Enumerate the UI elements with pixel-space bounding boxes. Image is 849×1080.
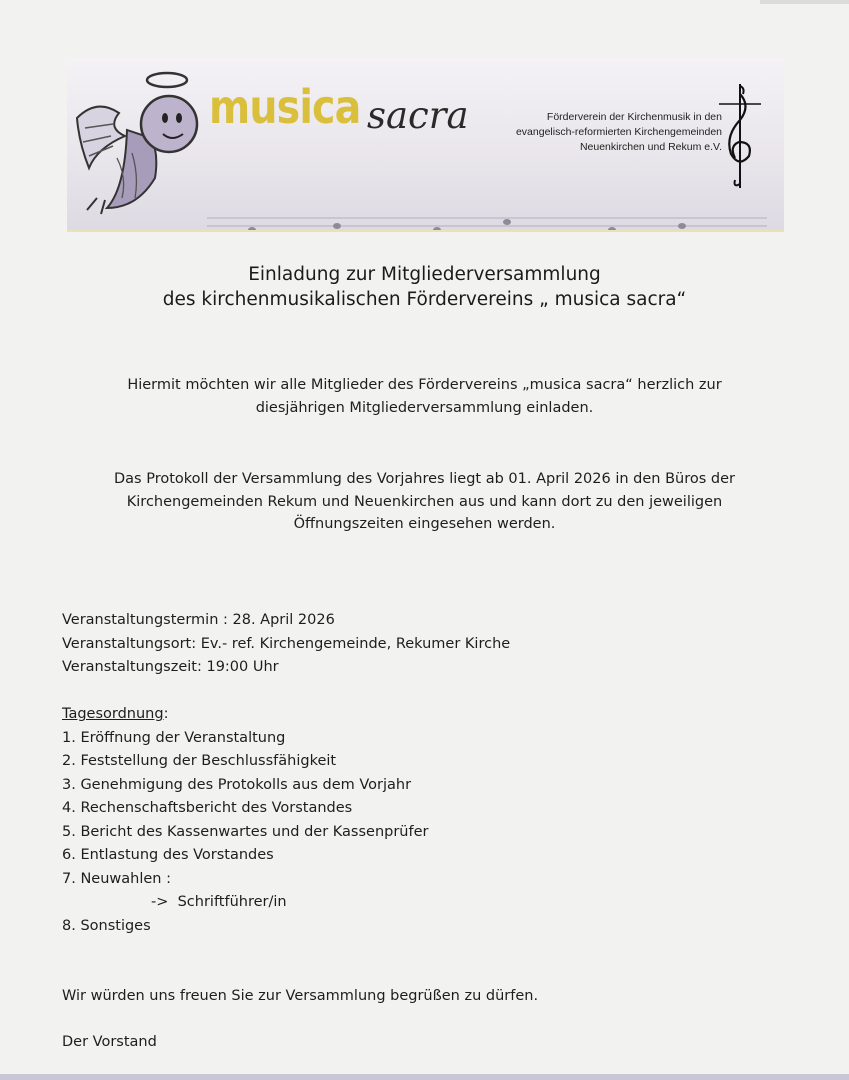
closing-sentence: Wir würden uns freuen Sie zur Versammlung begrüßen zu dürfen. — [62, 988, 539, 1004]
intro-paragraph — [0, 374, 849, 419]
intro-line: Hiermit möchten wir alle Mitglieder des Fördervereins „musica sacra“ herzlich zur — [127, 377, 722, 393]
invitation-title — [0, 262, 849, 312]
treble-clef-icon — [717, 76, 763, 196]
music-staff-decoration — [207, 208, 767, 232]
agenda — [62, 703, 802, 938]
signature: Der Vorstand — [62, 1034, 157, 1050]
title-line: des kirchenmusikalischen Fördervereins „ musica sacra“ — [162, 289, 687, 310]
protocol-line: Kirchengemeinden Rekum und Neuenkirchen aus und kann dort zu den jeweiligen — [126, 493, 723, 510]
agenda-item: 2. Feststellung der Beschlussfähigkeit — [62, 753, 337, 769]
protocol-line: Das Protokoll der Versammlung des Vorjahres liegt ab 01. April 2026 in den Büros der — [114, 471, 735, 487]
intro-line: diesjährigen Mitgliederversammlung einladen. — [255, 399, 594, 416]
agenda-subitem: -> Schriftführer/in — [151, 894, 287, 910]
agenda-item: 7. Neuwahlen : — [62, 870, 171, 887]
agenda-item: 6. Entlastung des Vorstandes — [62, 847, 274, 863]
protocol-line: Öffnungszeiten eingesehen werden. — [293, 516, 556, 532]
association-name — [482, 110, 722, 155]
agenda-item: 5. Bericht des Kassenwartes und der Kassenprüfer — [62, 823, 429, 840]
agenda-item: 4. Rechenschaftsbericht des Vorstandes — [62, 800, 353, 816]
header-banner — [67, 58, 784, 232]
title-line: Einladung zur Mitgliederversammlung — [248, 264, 601, 285]
brand-sacra: sacra — [367, 94, 469, 137]
association-line: evangelisch-reformierten Kirchengemeinden — [515, 126, 722, 138]
agenda-item: 1. Eröffnung der Veranstaltung — [62, 729, 286, 746]
brand-musica: musica — [209, 80, 361, 134]
agenda-item: 3. Genehmigung des Protokolls aus dem Vorjahr — [62, 776, 412, 793]
agenda-item: 8. Sonstiges — [62, 917, 151, 934]
agenda-heading — [62, 703, 802, 727]
event-time: Veranstaltungszeit: 19:00 Uhr — [62, 659, 279, 675]
protocol-paragraph — [0, 468, 849, 536]
page-edge-top — [760, 0, 849, 4]
event-details — [62, 609, 802, 680]
agenda-heading-colon: : — [163, 706, 169, 722]
association-line: Förderverein der Kirchenmusik in den — [546, 111, 722, 123]
event-location: Veranstaltungsort: Ev.- ref. Kirchengemeinde, Rekumer Kirche — [62, 635, 511, 652]
agenda-heading-text: Tagesordnung — [62, 706, 164, 722]
page-edge-bottom — [0, 1074, 849, 1080]
angel-icon — [67, 58, 207, 218]
event-date: Veranstaltungstermin : 28. April 2026 — [62, 612, 335, 628]
association-line: Neuenkirchen und Rekum e.V. — [579, 141, 722, 153]
